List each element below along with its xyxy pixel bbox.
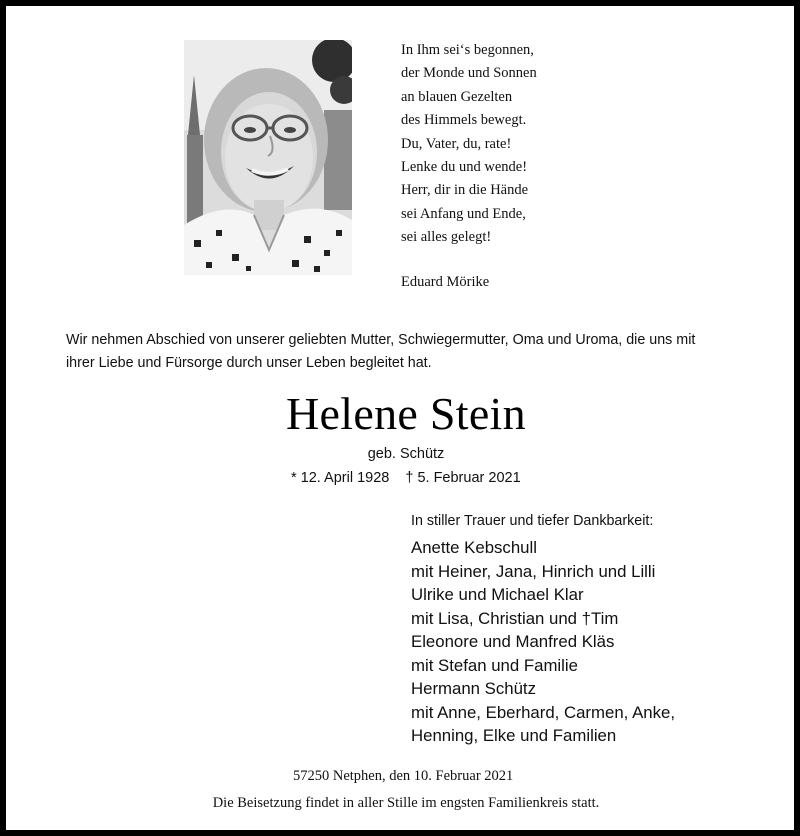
portrait-photo [184, 40, 352, 275]
mourner-line: Anette Kebschull [411, 538, 537, 557]
poem-line: sei alles gelegt! [401, 229, 492, 246]
deceased-name: Helene Stein [286, 388, 526, 439]
birth-date: * 12. April 1928 [291, 470, 390, 486]
burial-note: Die Beisetzung findet in aller Stille im engsten Familienkreis statt. [212, 795, 600, 811]
mourner-line: Ulrike und Michael Klar [411, 585, 584, 604]
mourner-group [411, 630, 741, 677]
mourner-line: mit Heiner, Jana, Hinrich und Lilli [411, 561, 656, 581]
poem-line: In Ihm sei‘s begonnen, [401, 42, 534, 58]
poem-line: an blauen Gezelten [401, 88, 513, 105]
farewell-line-1: Wir nehmen Abschied von unserer geliebten Mutter, Schwiegermutter, Oma und Uroma, die uns mit [66, 332, 696, 348]
mourners-list [411, 511, 741, 748]
death-date: † 5. Februar 2021 [405, 470, 521, 486]
mourners-intro: In stiller Trauer und tiefer Dankbarkeit: [411, 513, 654, 529]
farewell-text [66, 329, 746, 375]
poem [401, 39, 537, 294]
mourner-line: mit Anne, Eberhard, Carmen, Anke, [411, 702, 675, 722]
poem-line: Herr, dir in die Hände [401, 182, 529, 199]
life-dates [291, 468, 521, 488]
place-and-date: 57250 Netphen, den 10. Februar 2021 [293, 768, 514, 784]
mourner-group [411, 583, 741, 630]
poem-author: Eduard Mörike [401, 273, 490, 290]
mourner-line: mit Lisa, Christian und †Tim [411, 608, 619, 628]
poem-line: der Monde und Sonnen [401, 65, 537, 82]
poem-line: des Himmels bewegt. [401, 112, 527, 129]
mourner-line: mit Stefan und Familie [411, 655, 578, 675]
mourner-line: Henning, Elke und Familien [411, 726, 617, 745]
mourner-group [411, 536, 741, 583]
mourner-group [411, 677, 741, 748]
poem-line: Lenke du und wende! [401, 159, 528, 176]
farewell-line-2: ihrer Liebe und Fürsorge durch unser Leben begleitet hat. [66, 355, 432, 371]
mourner-line: Hermann Schütz [411, 679, 536, 698]
poem-line: Du, Vater, du, rate! [401, 135, 512, 152]
birth-name: geb. Schütz [367, 446, 445, 462]
mourner-line: Eleonore und Manfred Kläs [411, 632, 615, 651]
poem-line: sei Anfang und Ende, [401, 205, 526, 222]
